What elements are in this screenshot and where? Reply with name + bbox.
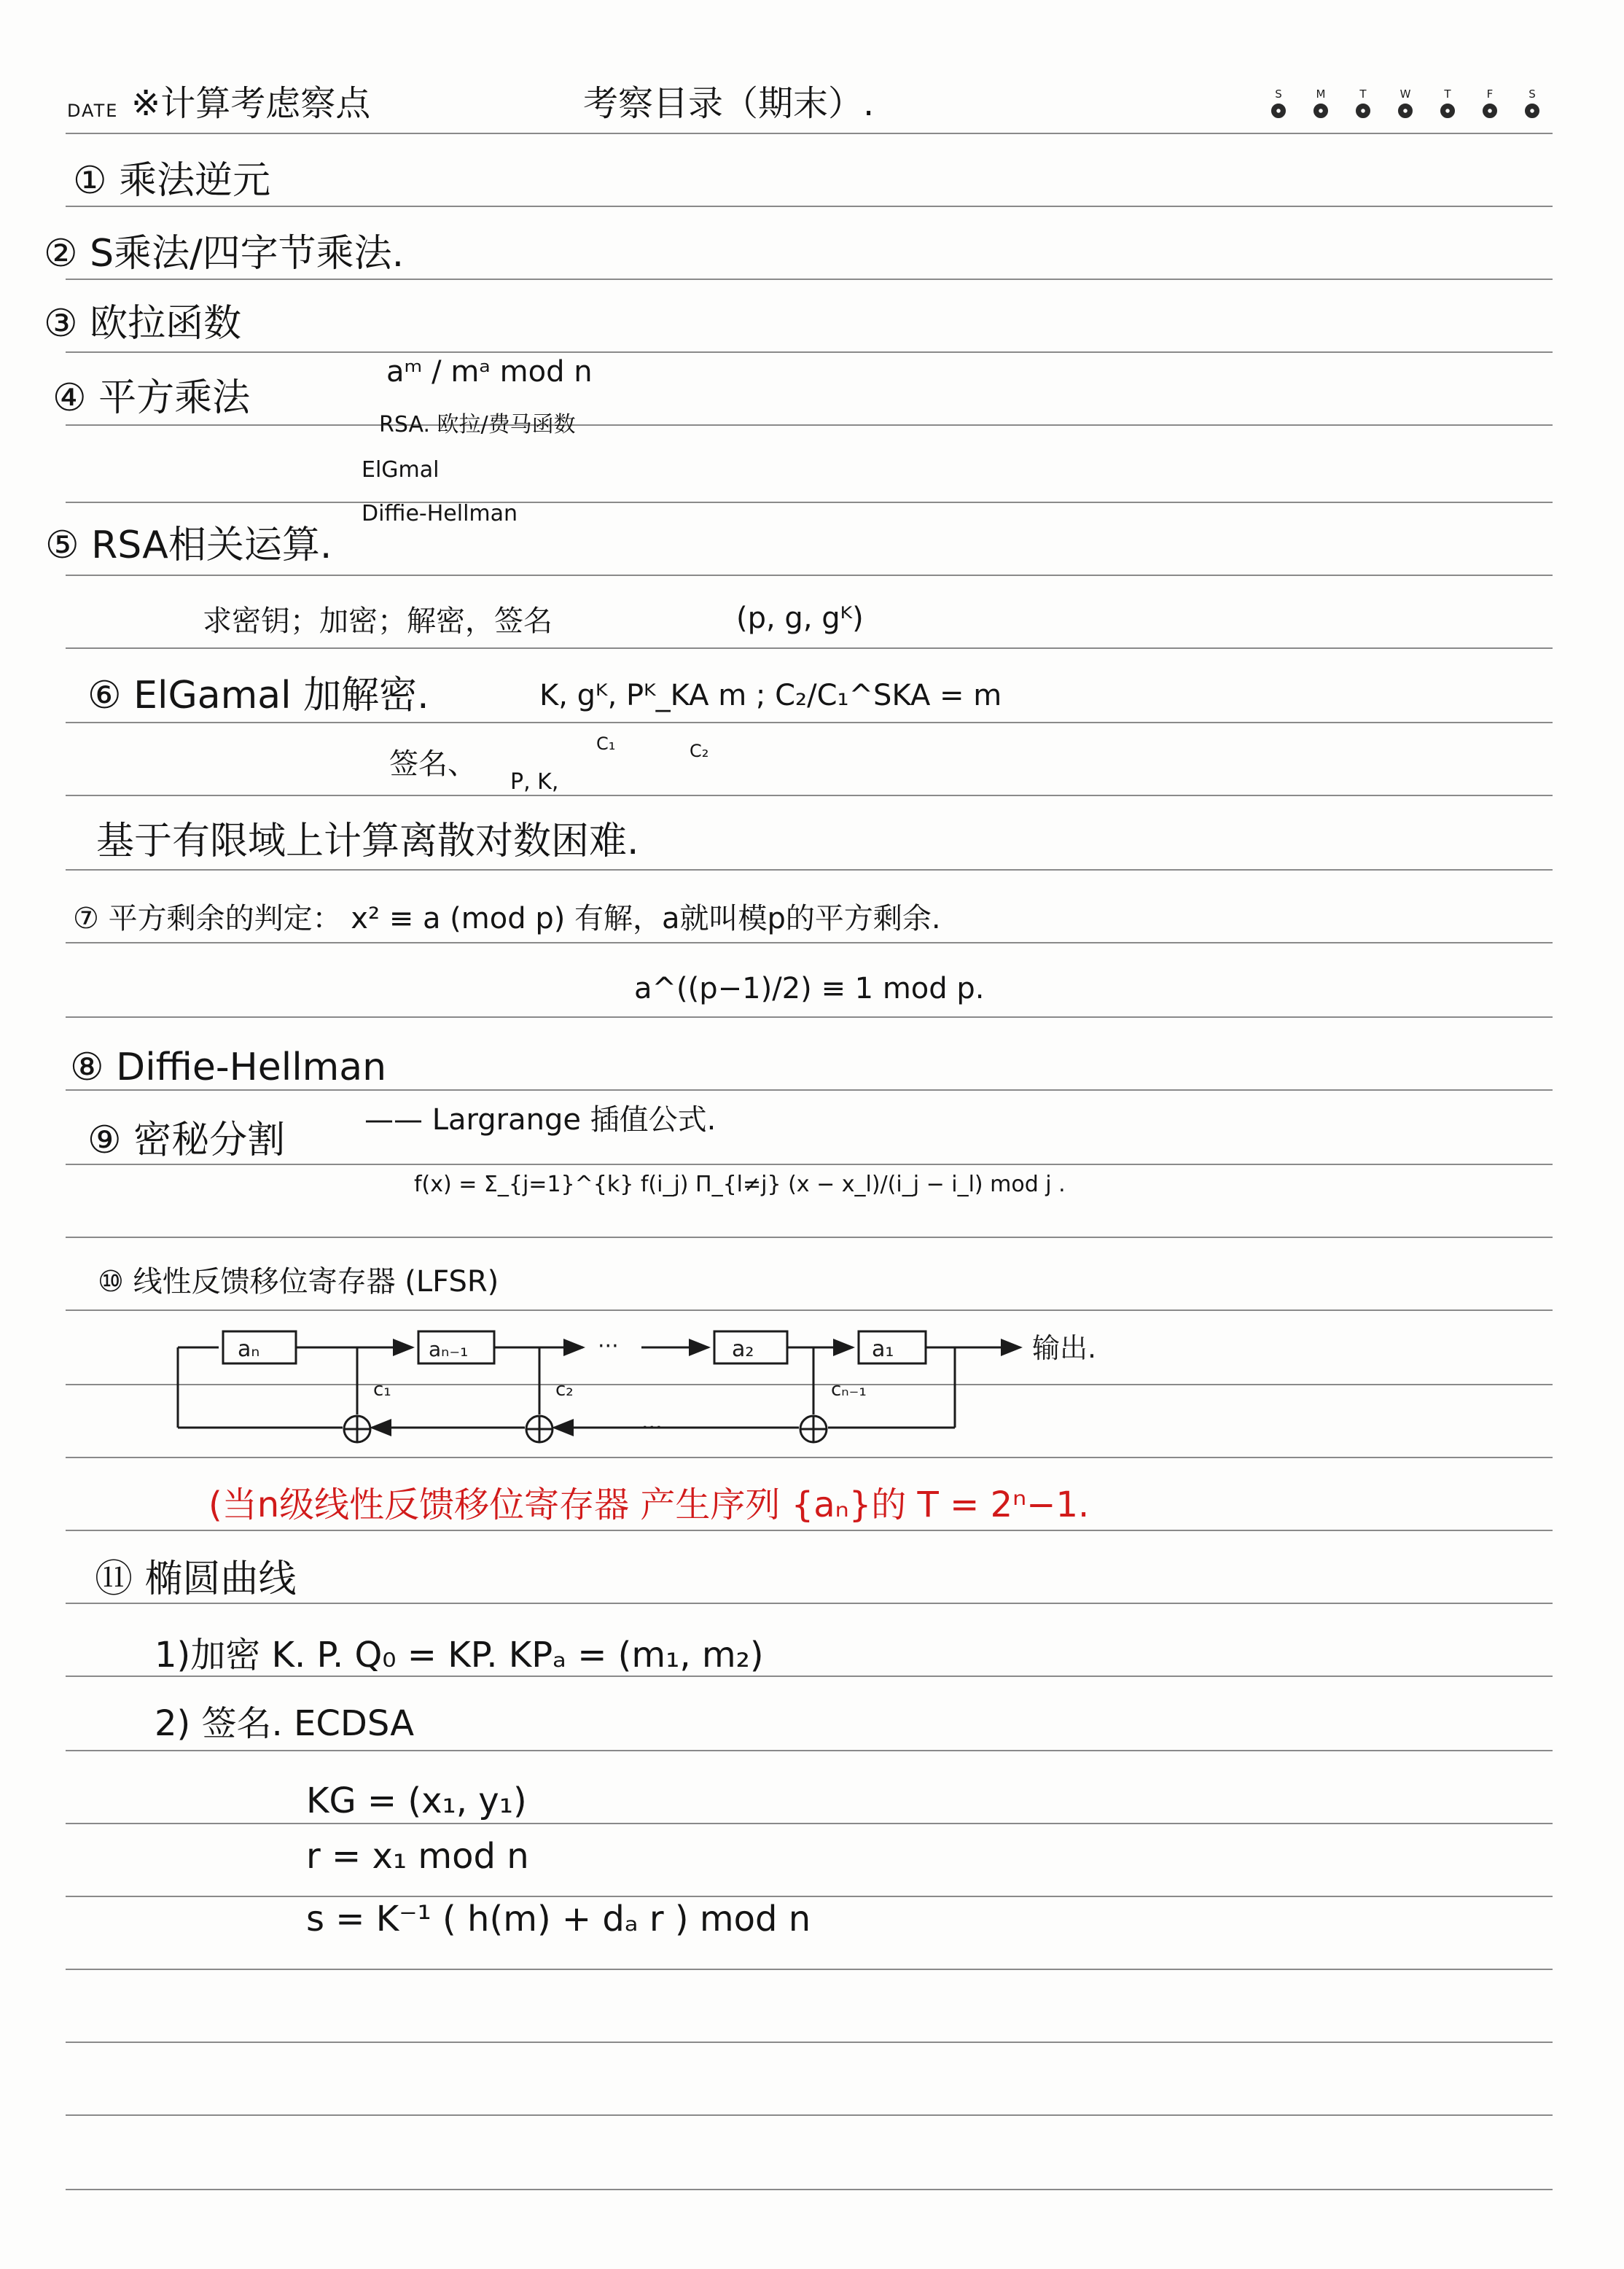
lfsr-cell-a2-label: a₂ [732,1336,754,1362]
weekday-t2: T [1439,87,1456,118]
lfsr-coeff-2: c₂ [555,1379,574,1401]
item-7-formula: a^((p−1)/2) ≡ 1 mod p. [634,972,985,1005]
item-6-pk: P, K, [510,769,559,795]
item-11-kg: KG = (x₁, y₁) [306,1780,527,1821]
item-9: ⑨ 密秘分割 [87,1118,286,1162]
weekday-w: W [1397,87,1414,118]
item-5: ⑤ RSA相关运算. [45,524,332,567]
item-6-c2: C₂ [690,741,709,761]
item-5-triple: (p, g, gᴷ) [736,602,864,635]
weekday-t1: T [1354,87,1372,118]
item-7: ⑦ 平方剩余的判定： x² ≡ a (mod p) 有解，a就叫模p的平方剩余. [73,902,941,935]
item-9-dash: —— Largrange 插值公式. [364,1103,717,1137]
item-9-formula: f(x) = Σ_{j=1}^{k} f(i_j) Π_{l≠j} (x − x_l)/(i_j − i_l) mod j . [414,1172,1066,1197]
item-8: ⑧ Diffie-Hellman [70,1046,387,1089]
item-2: ② S乘法/四字节乘法. [44,232,405,276]
lfsr-dots-bottom: ··· [641,1415,663,1441]
item-6-c1: C₁ [596,733,616,754]
item-4-power: aᵐ / mᵃ mod n [386,355,593,389]
weekday-f: F [1481,87,1499,118]
left-title: ※计算考虑察点 [131,83,371,124]
item-6-formula: K, gᴷ, Pᴷ_KA m ; C₂/C₁^SKA = m [539,679,1002,712]
item-11-r: r = x₁ mod n [306,1836,529,1877]
lfsr-coeff-1: c₁ [373,1379,391,1401]
date-label: DATE [67,101,119,121]
item-1: ① 乘法逆元 [73,159,271,203]
item-4-elgamal: ElGmal [362,457,440,483]
lfsr-cell-an-1-label: aₙ₋₁ [429,1337,469,1361]
item-4-diffie: Diffie-Hellman [362,501,518,526]
item-4-rsa: RSA. 欧拉/费马函数 [379,412,576,437]
item-11: ⑪ 椭圆曲线 [95,1557,297,1601]
item-10: ⑩ 线性反馈移位寄存器 (LFSR) [98,1265,499,1299]
lfsr-dots-top: ··· [598,1334,619,1359]
item-6-heading: ⑥ ElGamal 加解密. [87,674,429,717]
weekday-s2: S [1523,87,1541,118]
basis-note: 基于有限域上计算离散对数困难. [96,820,639,863]
item-3: ③ 欧拉函数 [44,302,242,346]
item-6-sign: 签名、 [389,747,477,781]
lfsr-cell-a1-label: a₁ [872,1336,894,1362]
center-title: 考察目录（期末）. [583,83,875,124]
item-11-sign: 2) 签名. ECDSA [155,1703,415,1744]
item-5-sub: 求密钥；加密；解密，签名 [203,604,553,638]
item-11-s: s = K⁻¹ ( h(m) + dₐ r ) mod n [306,1899,811,1939]
weekday-m: M [1312,87,1330,118]
item-11-encrypt: 1)加密 K. P. Q₀ = KP. KPₐ = (m₁, m₂) [155,1635,764,1676]
weekday-s1: S [1270,87,1287,118]
lfsr-output-label: 输出. [1032,1332,1097,1364]
lfsr-cell-an-label: aₙ [238,1336,260,1362]
lfsr-period-note: (当n级线性反馈移位寄存器 产生序列 {aₙ}的 T = 2ⁿ−1. [208,1484,1090,1525]
item-4: ④ 平方乘法 [52,376,251,420]
lfsr-coeff-n-1: cₙ₋₁ [831,1379,867,1401]
